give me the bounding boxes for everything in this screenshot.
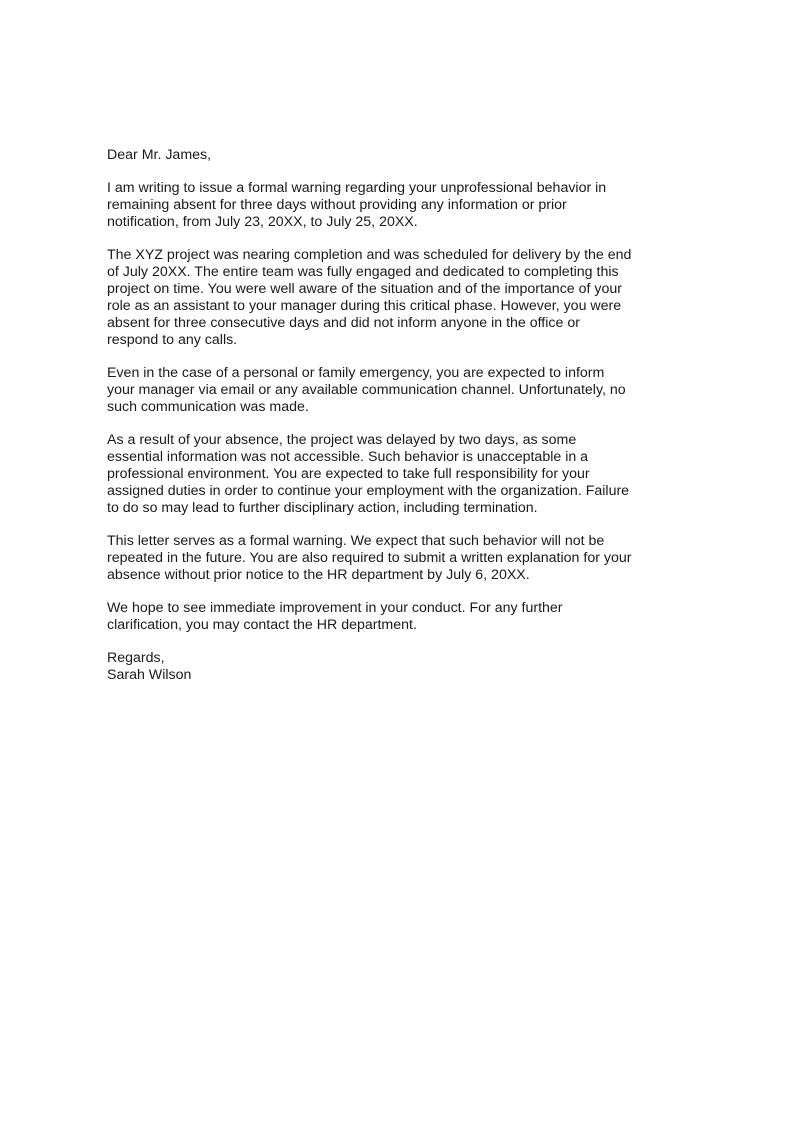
paragraph-line: As a result of your absence, the project was delayed by two days, as some (107, 432, 577, 448)
paragraph-line: project on time. You were well aware of the situation and of the importance of your (107, 281, 622, 297)
paragraph-line: The XYZ project was nearing completion and was scheduled for delivery by the end (107, 247, 632, 263)
paragraph-4 (107, 432, 687, 517)
salutation (107, 147, 687, 164)
paragraph-line: notification, from July 23, 20XX, to July 25, 20XX. (107, 214, 418, 230)
paragraph-line: absent for three consecutive days and did not inform anyone in the office or (107, 315, 580, 331)
paragraph-line: such communication was made. (107, 399, 309, 415)
paragraph-line: Even in the case of a personal or family emergency, you are expected to inform (107, 365, 605, 381)
paragraph-line: remaining absent for three days without providing any information or prior (107, 197, 567, 213)
paragraph-5 (107, 533, 687, 584)
paragraph-line: of July 20XX. The entire team was fully engaged and dedicated to completing this (107, 264, 619, 280)
paragraph-2 (107, 247, 687, 349)
paragraph-3 (107, 365, 687, 416)
signature-name: Sarah Wilson (107, 667, 192, 683)
paragraph-line: repeated in the future. You are also required to submit a written explanation for your (107, 550, 632, 566)
paragraph-line: to do so may lead to further disciplinary action, including termination. (107, 500, 538, 516)
sign-off (107, 650, 687, 684)
paragraph-line: your manager via email or any available communication channel. Unfortunately, no (107, 382, 626, 398)
paragraph-line: assigned duties in order to continue your employment with the organization. Failure (107, 483, 630, 499)
paragraph-line: professional environment. You are expected to take full responsibility for your (107, 466, 590, 482)
paragraph-line: We hope to see immediate improvement in your conduct. For any further (107, 600, 563, 616)
paragraph-6 (107, 600, 687, 634)
paragraph-line: This letter serves as a formal warning. We expect that such behavior will not be (107, 533, 605, 549)
paragraph-line: clarification, you may contact the HR department. (107, 617, 417, 633)
paragraph-1 (107, 180, 687, 231)
paragraph-line: I am writing to issue a formal warning regarding your unprofessional behavior in (107, 180, 607, 196)
paragraph-line: absence without prior notice to the HR department by July 6, 20XX. (107, 567, 530, 583)
salutation-text: Dear Mr. James, (107, 147, 212, 163)
paragraph-line: respond to any calls. (107, 332, 238, 348)
paragraph-line: role as an assistant to your manager during this critical phase. However, you were (107, 298, 622, 314)
letter-body (107, 147, 687, 700)
closing-text: Regards, (107, 650, 165, 666)
paragraph-line: essential information was not accessible. Such behavior is unacceptable in a (107, 449, 589, 465)
